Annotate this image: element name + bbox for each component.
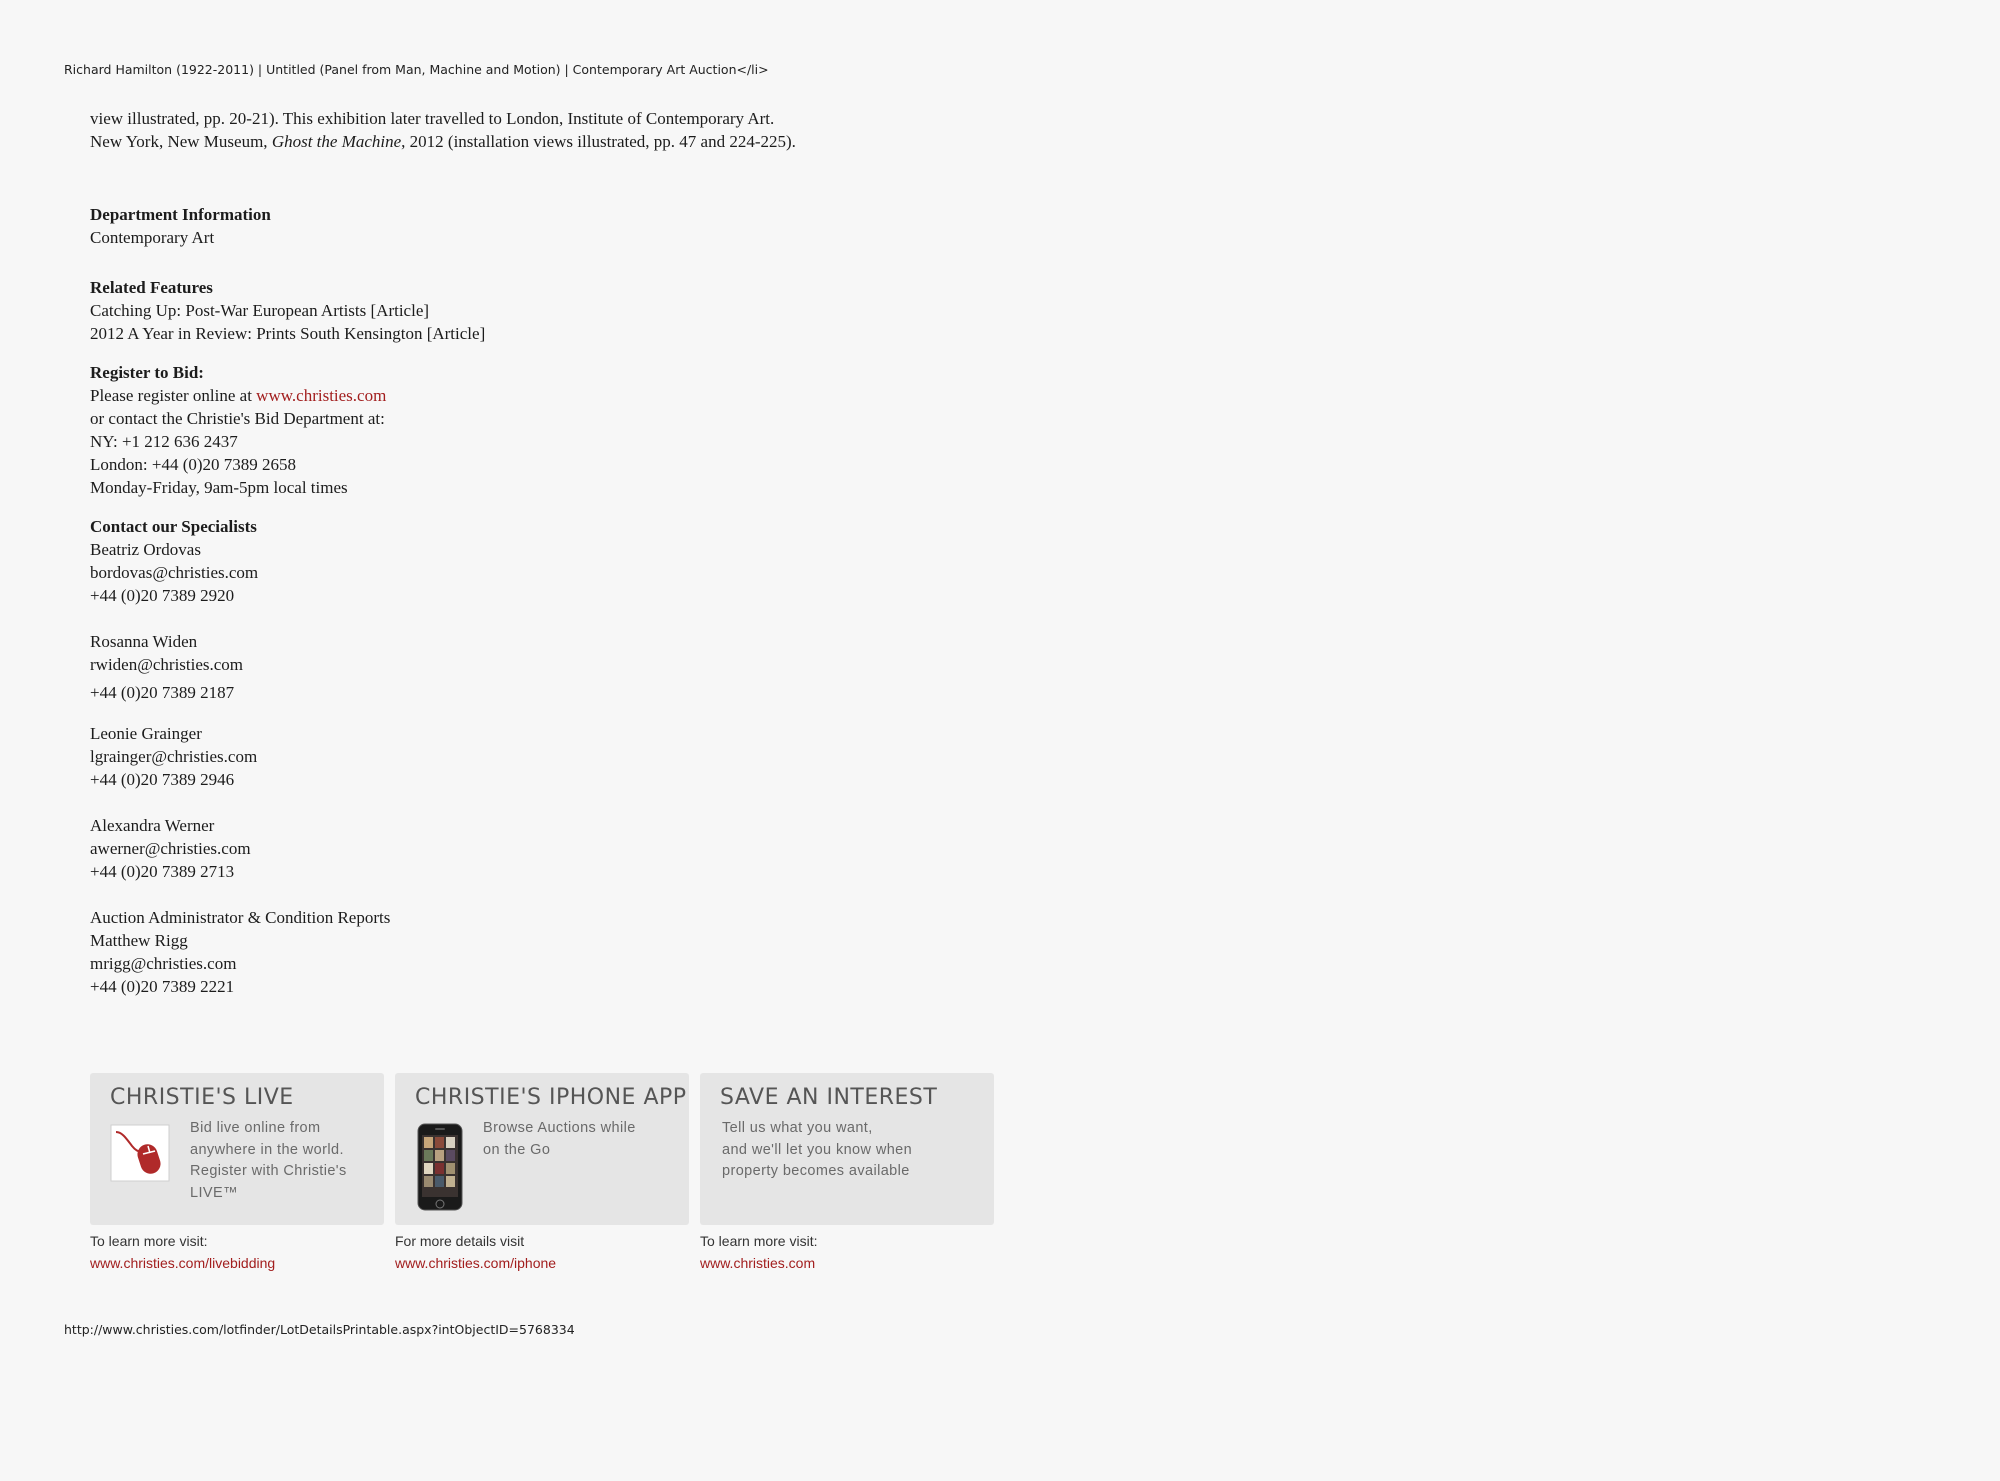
exhibited-line-2-suffix: , 2012 (installation views illustrated, pp. 47 and 224-225).: [401, 132, 796, 151]
print-footer-url: http://www.christies.com/lotfinder/LotDetailsPrintable.aspx?intObjectID=5768334: [64, 1322, 575, 1337]
promo-body-line: on the Go: [483, 1141, 551, 1158]
promo-christies-live: [90, 1073, 384, 1274]
specialist-name: Leonie Grainger: [90, 724, 202, 743]
promo-body-line: Bid live online from: [190, 1120, 321, 1136]
promo-body-line: anywhere in the world.: [190, 1141, 344, 1158]
specialist-phone: +44 (0)20 7389 2920: [90, 586, 235, 605]
promo-body: [722, 1118, 912, 1183]
exhibition-title: Ghost the Machine: [271, 132, 402, 151]
promo-box[interactable]: [395, 1073, 689, 1225]
exhibited-line-2: [90, 130, 1090, 153]
exhibited-line-2-prefix: New York, New Museum,: [90, 132, 272, 151]
specialist-phone: +44 (0)20 7389 2187: [90, 683, 235, 702]
register-line: [90, 384, 1090, 407]
admin-name: Matthew Rigg: [90, 931, 188, 950]
register-heading: Register to Bid:: [90, 363, 204, 382]
specialist-email[interactable]: bordovas@christies.com: [90, 563, 259, 582]
promo-body-line: and we'll let you know when: [722, 1141, 913, 1158]
specialist-email[interactable]: awerner@christies.com: [90, 839, 251, 858]
exhibited-line-1: view illustrated, pp. 20-21). This exhibition later travelled to London, Institute of Contemporary Art.: [90, 109, 775, 128]
promo-foot-label: To learn more visit:: [700, 1233, 818, 1249]
promo-foot: [700, 1230, 994, 1274]
promo-foot: [90, 1230, 384, 1274]
promo-foot-label: To learn more visit:: [90, 1233, 208, 1249]
promo-box[interactable]: [700, 1073, 994, 1225]
promo-body-line: Tell us what you want,: [722, 1120, 873, 1136]
promo-title: CHRISTIE'S LIVE: [110, 1085, 294, 1110]
christies-link[interactable]: www.christies.com: [256, 386, 387, 405]
register-ny-phone: NY: +1 212 636 2437: [90, 432, 238, 451]
related-feature-link[interactable]: Catching Up: Post-War European Artists [Article]: [90, 301, 430, 320]
print-header: Richard Hamilton (1922-2011) | Untitled (Panel from Man, Machine and Motion) | Contemporary Art Auction</li>: [64, 62, 769, 77]
related-feature-link[interactable]: 2012 A Year in Review: Prints South Kensington [Article]: [90, 324, 486, 343]
promo-foot: [395, 1230, 689, 1274]
christies-link[interactable]: www.christies.com: [700, 1255, 816, 1271]
promo-body-line: Browse Auctions while: [483, 1120, 636, 1136]
iphone-icon: [417, 1123, 463, 1218]
specialist-email[interactable]: lgrainger@christies.com: [90, 747, 258, 766]
register-prefix: Please register online at: [90, 386, 257, 405]
promo-body: [483, 1118, 636, 1161]
register-london-phone: London: +44 (0)20 7389 2658: [90, 455, 297, 474]
specialist-phone: +44 (0)20 7389 2946: [90, 770, 235, 789]
livebidding-link[interactable]: www.christies.com/livebidding: [90, 1255, 276, 1271]
promo-body: [190, 1118, 347, 1204]
admin-role: Auction Administrator & Condition Reports: [90, 908, 391, 927]
department-value: Contemporary Art: [90, 228, 215, 247]
admin-email[interactable]: mrigg@christies.com: [90, 954, 237, 973]
promo-box[interactable]: [90, 1073, 384, 1225]
promo-foot-label: For more details visit: [395, 1233, 525, 1249]
lot-details: [90, 107, 1090, 998]
specialist-email[interactable]: rwiden@christies.com: [90, 655, 244, 674]
specialist-name: Beatriz Ordovas: [90, 540, 201, 559]
specialist-name: Rosanna Widen: [90, 632, 198, 651]
register-hours: Monday-Friday, 9am-5pm local times: [90, 478, 348, 497]
promo-body-line: property becomes available: [722, 1163, 910, 1179]
promo-row: [90, 1073, 994, 1274]
promo-save-interest: [700, 1073, 994, 1274]
specialist-name: Alexandra Werner: [90, 816, 215, 835]
promo-body-line: Register with Christie's: [190, 1163, 347, 1179]
related-features-heading: Related Features: [90, 278, 213, 297]
admin-phone: +44 (0)20 7389 2221: [90, 977, 235, 996]
promo-title: SAVE AN INTEREST: [720, 1085, 938, 1110]
computer-mouse-icon: [110, 1124, 170, 1187]
promo-iphone-app: [395, 1073, 689, 1274]
iphone-link[interactable]: www.christies.com/iphone: [395, 1255, 557, 1271]
specialist-phone: +44 (0)20 7389 2713: [90, 862, 235, 881]
department-heading: Department Information: [90, 205, 271, 224]
specialists-heading: Contact our Specialists: [90, 517, 257, 536]
register-contact-line: or contact the Christie's Bid Department at:: [90, 409, 385, 428]
promo-body-line: LIVE™: [190, 1184, 238, 1201]
promo-title: CHRISTIE'S IPHONE APP: [415, 1085, 687, 1110]
